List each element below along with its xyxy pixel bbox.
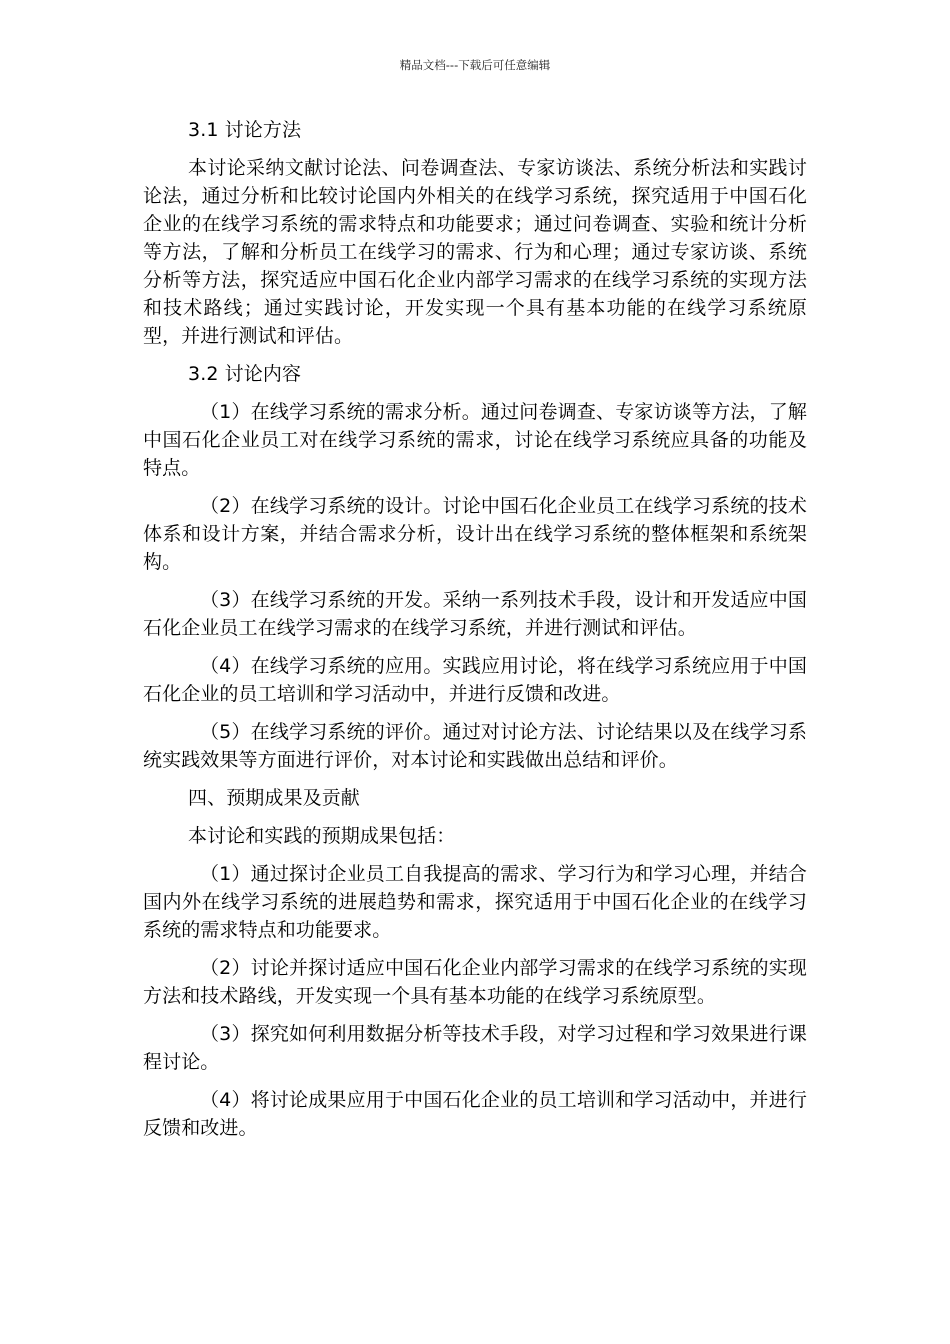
outcome-item-1: （1）通过探讨企业员工自我提高的需求、学习行为和学习心理，并结合国内外在线学习系统的进展趋势和需求，探究适用于中国石化企业的在线学习系统的需求特点和功能要求。 (143, 863, 807, 941)
outcome-item-3: （3）探究如何利用数据分析等技术手段，对学习过程和学习效果进行课程讨论。 (143, 1023, 807, 1073)
methods-paragraph: 本讨论采纳文献讨论法、问卷调查法、专家访谈法、系统分析法和实践讨论法，通过分析和比较讨论国内外相关的在线学习系统，探究适用于中国石化企业的在线学习系统的需求特点和功能要求；通过问卷调查、实验和统计分析等方法，了解和分析员工在线学习的需求、行为和心理；通过专家访谈、系统分析等方法，探究适应中国石化企业内部学习需求的在线学习系统的实现方法和技术路线；通过实践讨论，开发实现一个具有基本功能的在线学习系统原型，并进行测试和评估。 (143, 157, 807, 347)
section-heading-3-2: 3.2 讨论内容 (188, 363, 302, 385)
section-heading-4: 四、预期成果及贡献 (188, 787, 360, 809)
outcome-item-4: （4）将讨论成果应用于中国石化企业的员工培训和学习活动中，并进行反馈和改进。 (143, 1089, 807, 1139)
outcome-item-2: （2）讨论并探讨适应中国石化企业内部学习需求的在线学习系统的实现方法和技术路线，开发实现一个具有基本功能的在线学习系统原型。 (143, 957, 807, 1007)
document-body (143, 116, 807, 1152)
page-header: 精品文档---下载后可任意编辑 (399, 58, 551, 72)
content-item-4: （4）在线学习系统的应用。实践应用讨论，将在线学习系统应用于中国石化企业的员工培训和学习活动中，并进行反馈和改进。 (143, 655, 807, 705)
content-item-2: （2）在线学习系统的设计。讨论中国石化企业员工在线学习系统的技术体系和设计方案，并结合需求分析，设计出在线学习系统的整体框架和系统架构。 (143, 495, 807, 573)
content-item-1: （1）在线学习系统的需求分析。通过问卷调查、专家访谈等方法，了解中国石化企业员工对在线学习系统的需求，讨论在线学习系统应具备的功能及特点。 (143, 401, 807, 479)
content-item-5: （5）在线学习系统的评价。通过对讨论方法、讨论结果以及在线学习系统实践效果等方面进行评价，对本讨论和实践做出总结和评价。 (143, 721, 807, 771)
outcomes-intro-paragraph: 本讨论和实践的预期成果包括： (188, 825, 456, 847)
content-item-3: （3）在线学习系统的开发。采纳一系列技术手段，设计和开发适应中国石化企业员工在线学习需求的在线学习系统，并进行测试和评估。 (143, 589, 807, 639)
section-heading-3-1: 3.1 讨论方法 (188, 119, 302, 141)
